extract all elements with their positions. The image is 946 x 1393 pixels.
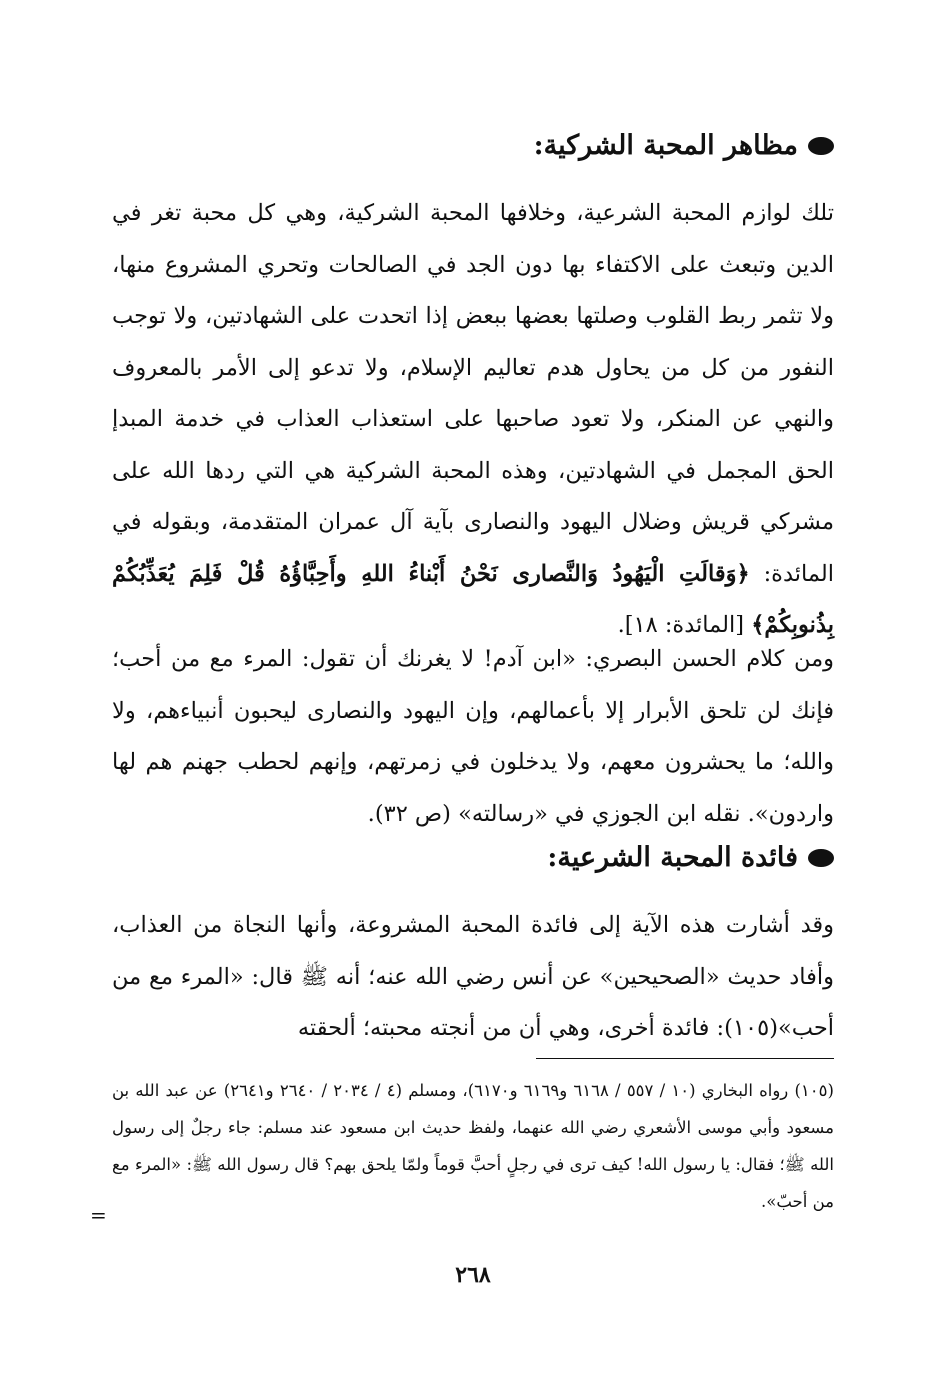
section-heading-text: مظاهر المحبة الشركية:	[533, 130, 798, 161]
section-heading-lawful-love	[112, 838, 834, 878]
footnote	[112, 1072, 834, 1220]
quran-verse: ﴿وَقالَتِ الْيَهُودُ وَالنَّصارى نَحْنُ أَبْناءُ اللهِ وأَحِبَّاؤُهُ قُلْ فَلِمَ يُعَذِّبُكُمْ بِذُنوبِكُمْ﴾	[112, 560, 834, 638]
bullet-icon	[808, 849, 834, 867]
footnote-separator	[536, 1058, 834, 1059]
footnote-text: (١٠٥) رواه البخاري (١٠ / ٥٥٧ / ٦١٦٨ و٦١٦٩ و٦١٧٠)، ومسلم (٤ / ٢٠٣٤ / ٢٦٤٠ و٢٦٤١) عن عبد الله بن مسعود وأبي موسى الأشعري رضي الله عنهما، ولفظ حديث ابن مسعود عند مسلم: جاء رجلٌ إلى رسول الله ﷺ؛ فقال: يا رسول الله! كيف ترى في رجلٍ أحبَّ قوماً ولمّا يلحق بهم؟ قال رسول الله ﷺ: «المرء مع من أحبّ».	[112, 1081, 834, 1211]
paragraph-hasan-basri	[112, 634, 834, 840]
paragraph-text: تلك لوازم المحبة الشرعية، وخلافها المحبة الشركية، وهي كل محبة تغر في الدين وتبعث على الاكتفاء بها دون الجد في الصالحات وتحري المشروع منها، ولا تثمر ربط القلوب وصلتها بعضها ببعض إذا اتحدت على الشهادتين، ولا توجب النفور من كل من يحاول هدم تعاليم الإسلام، ولا تدعو إلى الأمر بالمعروف والنهي عن المنكر، ولا تعود صاحبها على استعذاب العذاب في خدمة المبدإ الحق المجمل في الشهادتين، وهذه المحبة الشركية هي التي ردها الله على مشركي قريش وضلال اليهود والنصارى بآية آل عمران المتقدمة، وبقوله في المائدة:	[112, 200, 834, 587]
section-heading-shirk-love	[112, 126, 834, 166]
page-number: ٢٦٨	[455, 1262, 491, 1288]
section-heading-text: فائدة المحبة الشرعية:	[547, 842, 798, 873]
paragraph-text: ومن كلام الحسن البصري: «ابن آدم! لا يغرنك أن تقول: المرء مع من أحب؛ فإنك لن تلحق الأبرار إلا بأعمالهم، وإن اليهود والنصارى ليحبون أنبياءهم، ولا والله؛ ما يحشرون معهم، ولا يدخلون في زمرتهم، وإنهم لحطب جهنم هم لها واردون». نقله ابن الجوزي في «رسالته» (ص ٣٢).	[112, 646, 834, 827]
paragraph-shirk-love	[112, 188, 834, 652]
verse-reference: [المائدة: ١٨].	[617, 612, 752, 638]
paragraph-benefit	[112, 900, 834, 1055]
paragraph-text: وقد أشارت هذه الآية إلى فائدة المحبة المشروعة، وأنها النجاة من العذاب، وأفاد حديث «الصحيحين» عن أنس رضي الله عنه؛ أنه ﷺ قال: «المرء مع من أحب»(١٠٥): فائدة أخرى، وهي أن من أنجته محبته؛ ألحقته	[112, 912, 834, 1041]
continuation-mark: =	[90, 1203, 107, 1227]
bullet-icon	[808, 137, 834, 155]
